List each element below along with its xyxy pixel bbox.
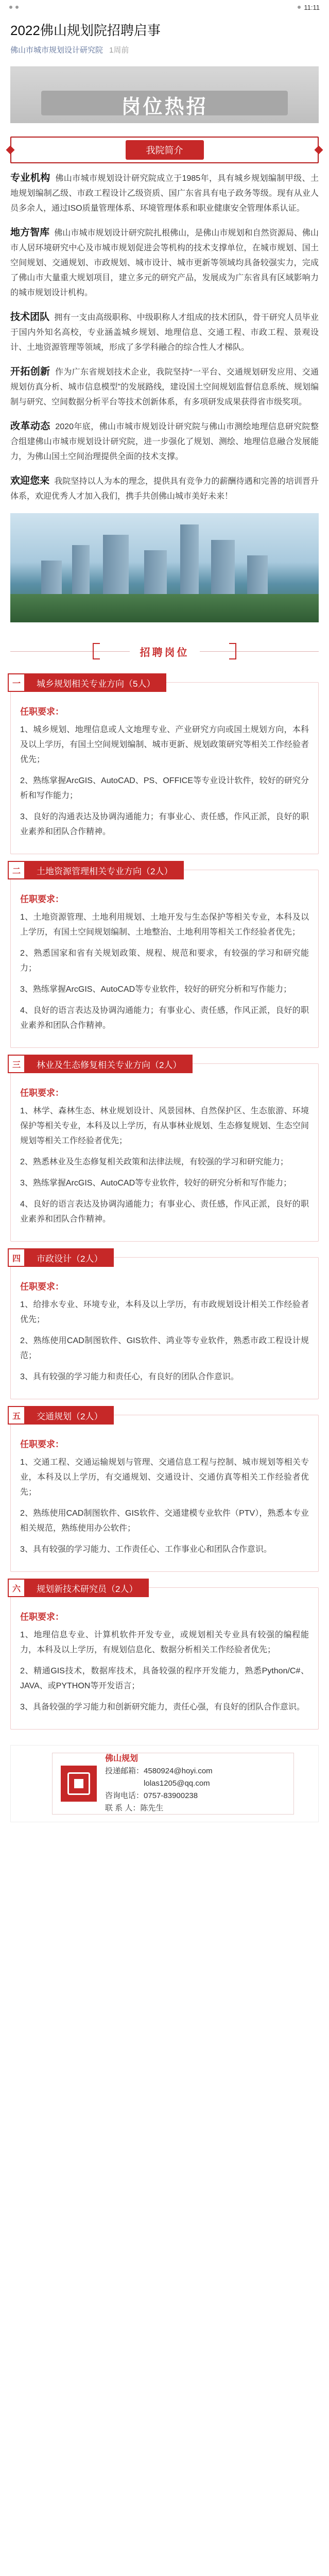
article-title: 2022佛山规划院招聘启事	[10, 23, 161, 38]
job-req-item: 3、具有较强的学习能力、工作责任心、工作事业心和团队合作意识。	[20, 1545, 272, 1554]
job-req-heading: 任职要求：	[20, 1612, 64, 1622]
job-req-heading: 任职要求：	[20, 1088, 64, 1098]
job-req-item: 1、地理信息专业、计算机软件开发专业，或规划相关专业具有较强的编程能力，本科及以上学历，有规划信息化、数据分析相关工作经验者优先；	[20, 1631, 309, 1654]
intro-section-head	[10, 137, 319, 163]
job-req-item: 2、熟练掌握ArcGIS、AutoCAD、PS、OFFICE等专业设计软件，较好的研究分析和写作能力；	[20, 776, 309, 800]
person-value: 陈先生	[140, 1804, 164, 1812]
intro-lead: 技术团队	[10, 312, 50, 323]
bracket-right-icon	[229, 643, 236, 659]
contact-email-row	[105, 1765, 213, 1777]
status-left	[9, 6, 19, 9]
job-header	[8, 1248, 318, 1267]
job-req-heading: 任职要求：	[20, 1282, 64, 1292]
job-body	[11, 1267, 318, 1384]
job-card	[10, 1253, 319, 1399]
intro-text: 佛山市城市规划设计研究院扎根佛山，是佛山市规划和自然资源局、佛山市人居环境研究中心及市城市规划促进会等机构的技术支撑单位，在城市规划、国土空间规划、交通规划、市政规划、城市设计、城市更新等领域均具备较强实力，完成了佛山市大量重大规划项目，建立多元的研究产品，发展成为广东省具有区域影响力的城市规划设计机构。	[10, 229, 319, 297]
intro-lead: 开拓创新	[10, 366, 50, 377]
intro-text: 我院坚持以人为本的理念，提供具有竞争力的薪酬待遇和完善的培训晋升体系，欢迎优秀人才加入我们，携手共创佛山城市美好未来！	[10, 477, 319, 501]
status-right	[298, 4, 320, 11]
job-req-item: 1、给排水专业、环境专业，本科及以上学历，有市政规划设计相关工作经验者优先；	[20, 1300, 309, 1324]
contact-person-row	[105, 1802, 213, 1815]
intro-heading: 我院简介	[126, 140, 204, 160]
job-title: 城乡规划相关专业方向（5人）	[25, 673, 166, 692]
job-req-heading: 任职要求：	[20, 1439, 64, 1449]
signal-icon	[9, 6, 12, 9]
job-req-item: 1、交通工程、交通运输规划与管理、交通信息工程与控制、城市规划等相关专业，本科及以上学历，有交通规划、交通设计、交通仿真等相关工作经验者优先；	[20, 1458, 309, 1497]
banner-image	[10, 66, 319, 123]
job-header	[8, 1055, 318, 1073]
intro-lead: 专业机构	[10, 173, 50, 183]
job-req-item: 3、具有较强的学习能力和责任心，有良好的团队合作意识。	[20, 1372, 239, 1381]
phone-value[interactable]: 0757-83900238	[144, 1791, 198, 1800]
email-value[interactable]: 4580924@hoyi.com	[144, 1767, 213, 1775]
job-req-heading: 任职要求：	[20, 707, 64, 717]
job-req-item: 2、精通GIS技术，数据库技术，具备较强的程序开发能力，熟悉Python/C#、JAVA、或PYTHON等开发语言；	[20, 1667, 309, 1690]
job-card	[10, 679, 319, 854]
job-req-item: 3、具备较强的学习能力和创新研究能力，责任心强，有良好的团队合作意识。	[20, 1703, 305, 1711]
job-req-item: 2、熟悉林业及生态修复相关政策和法律法规，有较强的学习和研究能力；	[20, 1158, 288, 1166]
intro-text: 佛山市城市规划设计研究院成立于1985年，具有城乡规划编制甲级、土地规划编制乙级、市政工程设计乙级资质、国广东省具有电子政务等级。现有从业人员多余人，通过ISO质量管理体系、环境管理体系和职业健康安全管理体系认证。	[10, 174, 319, 213]
phone-label: 咨询电话：	[105, 1791, 144, 1800]
job-req-item: 2、熟练使用CAD制图软件、GIS软件、交通建模专业软件（PTV），熟悉本专业相关规范，熟练使用办公软件；	[20, 1509, 309, 1533]
intro-lead: 地方智库	[10, 227, 50, 238]
email-label: 投递邮箱：	[105, 1767, 144, 1775]
intro-paragraph	[10, 171, 319, 216]
contact-email-row	[105, 1777, 213, 1790]
job-number: 五	[8, 1406, 25, 1425]
job-title: 市政设计（2人）	[25, 1248, 114, 1267]
job-req-item: 3、熟练掌握ArcGIS、AutoCAD等专业软件，较好的研究分析和写作能力；	[20, 985, 292, 994]
job-req-item: 2、熟练使用CAD制图软件、GIS软件、鸿业等专业软件，熟悉市政工程设计规范；	[20, 1336, 309, 1360]
brand-logo	[61, 1766, 97, 1802]
person-label: 联 系 人：	[105, 1804, 141, 1812]
jobs-heading: 招聘岗位	[130, 644, 200, 659]
job-card	[10, 866, 319, 1048]
job-req-item: 1、林学、森林生态、林业规划设计、风景园林、自然保护区、生态旅游、环境保护等相关专业，本科及以上学历，有从事林业规划、生态修复规划、生态空间规划等相关工作经验者优先；	[20, 1107, 309, 1145]
logo-icon	[67, 1772, 90, 1795]
intro-text: 拥有一支由高级职称、中级职称人才组成的技术团队，骨干研究人员毕业于国内外知名高校，专业涵盖城乡规划、地理信息、交通工程、市政工程、景观设计、土地资源管理等领域，形成了多学科融合的综合性人才梯队。	[10, 313, 319, 352]
job-req-item: 3、良好的沟通表达及协调沟通能力；有事业心、责任感，作风正派，良好的职业素养和团队合作精神。	[20, 812, 309, 836]
job-body	[11, 1597, 318, 1715]
job-req-item: 2、熟悉国家和省有关规划政策、规程、规范和要求，有较强的学习和研究能力；	[20, 949, 309, 973]
job-header	[8, 1579, 318, 1597]
job-card	[10, 1060, 319, 1242]
article-time: 1周前	[109, 46, 129, 55]
intro-paragraph	[10, 310, 319, 355]
intro-text: 作为广东省规划技术企业，我院坚持“一平台、交通规划研发应用、交通规划仿真分析、城市信息模型”的发展路线，建设国土空间规划监督信息系统、规划编制与研究、空间数据分析平台等技术创新体系，有多项研发成果获得省市级奖项。	[10, 368, 319, 406]
city-skyline-photo	[10, 513, 319, 622]
tree-line	[10, 594, 319, 622]
job-number: 四	[8, 1248, 25, 1267]
job-req-item: 4、良好的语言表达及协调沟通能力；有事业心、责任感，作风正派，良好的职业素养和团队合作精神。	[20, 1006, 309, 1030]
status-bar	[0, 0, 329, 14]
intro-list	[10, 171, 319, 504]
job-req-item: 1、城乡规划、地理信息或人文地理专业、产业研究方向或国土规划方向，本科及以上学历，有国土空间规划编制、城市更新、规划政策研究等相关工作经验者优先；	[20, 725, 309, 764]
job-card	[10, 1411, 319, 1572]
job-req-item: 3、熟练掌握ArcGIS、AutoCAD等专业软件，较好的研究分析和写作能力；	[20, 1179, 292, 1188]
job-number: 二	[8, 861, 25, 879]
article-meta	[10, 44, 319, 55]
job-header	[8, 673, 318, 692]
status-time: 11:11	[304, 3, 320, 11]
job-number: 一	[8, 673, 25, 692]
job-header	[8, 1406, 318, 1425]
contact-block	[10, 1745, 319, 1822]
job-title: 交通规划（2人）	[25, 1406, 114, 1425]
article	[0, 22, 329, 1822]
job-title: 土地资源管理相关专业方向（2人）	[25, 861, 184, 879]
intro-paragraph	[10, 473, 319, 504]
contact-phone-row	[105, 1790, 213, 1802]
decor-diamond-icon	[315, 146, 323, 155]
intro-lead: 改革动态	[10, 421, 50, 432]
contact-lines	[105, 1753, 213, 1815]
banner-text: 岗位热招	[121, 95, 208, 118]
job-card	[10, 1584, 319, 1730]
job-title: 规划新技术研究员（2人）	[25, 1579, 149, 1597]
battery-icon	[298, 6, 301, 9]
intro-lead: 欢迎您来	[10, 476, 50, 486]
job-body	[11, 1073, 318, 1227]
intro-paragraph	[10, 419, 319, 464]
job-number: 六	[8, 1579, 25, 1597]
jobs-section-head	[10, 636, 319, 667]
wifi-icon	[15, 6, 19, 9]
job-req-item: 4、良好的语言表达及协调沟通能力；有事业心、责任感，作风正派，良好的职业素养和团队合作精神。	[20, 1200, 309, 1224]
job-header	[8, 861, 318, 879]
decor-diamond-icon	[6, 146, 15, 155]
job-body	[11, 692, 318, 839]
email-value[interactable]: lolas1205@qq.com	[144, 1779, 210, 1788]
contact-brand: 佛山规划	[105, 1754, 138, 1763]
job-req-heading: 任职要求：	[20, 894, 64, 904]
bracket-left-icon	[93, 643, 100, 659]
job-body	[11, 879, 318, 1033]
job-title: 林业及生态修复相关专业方向（2人）	[25, 1055, 193, 1073]
job-number: 三	[8, 1055, 25, 1073]
intro-text: 2020年底，佛山市城市规划设计研究院与佛山市测绘地理信息研究院整合组建佛山市城市规划设计研究院，进一步强化了规划、测绘、地理信息融合发展能力，为佛山国土空间治理提供全面的技术支撑。	[10, 422, 319, 461]
article-author[interactable]: 佛山市城市规划设计研究院	[10, 46, 103, 55]
intro-paragraph	[10, 364, 319, 410]
job-req-item: 1、土地资源管理、土地利用规划、土地开发与生态保护等相关专业，本科及以上学历，有国土空间规划编制、土地整治、土地利用等相关工作经验者优先；	[20, 913, 309, 937]
contact-card	[52, 1753, 294, 1815]
job-body	[11, 1425, 318, 1557]
intro-paragraph	[10, 225, 319, 300]
